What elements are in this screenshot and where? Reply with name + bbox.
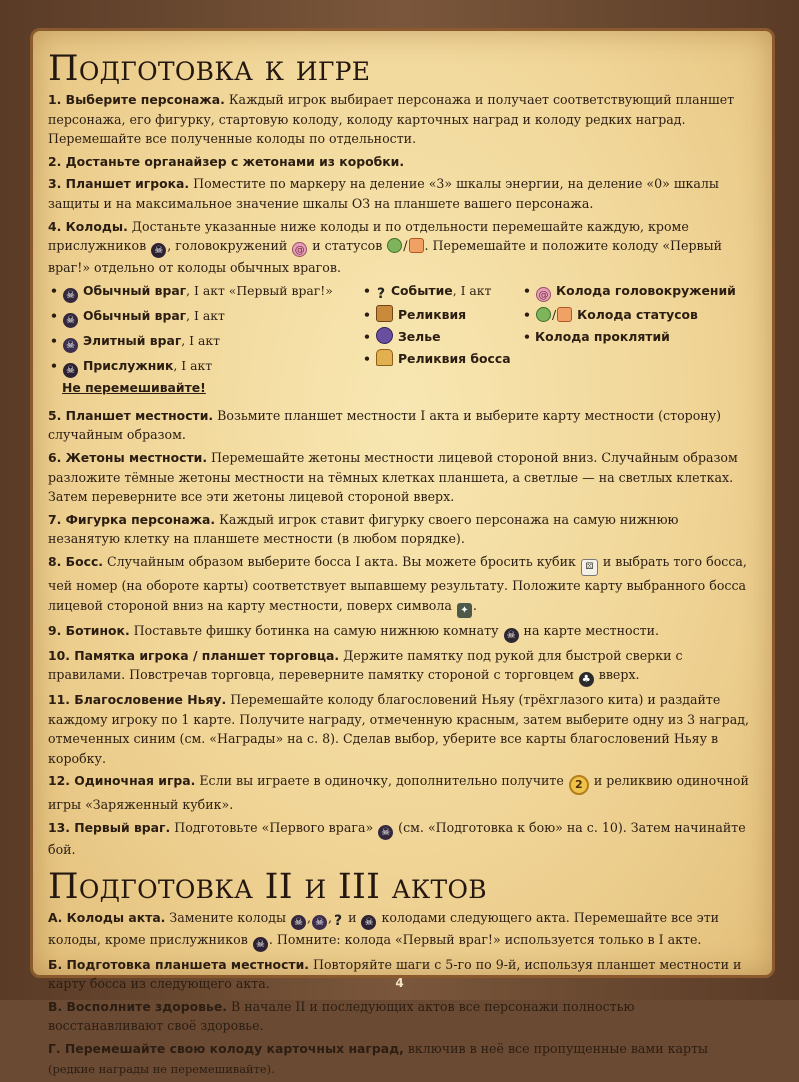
list-item: • / Колода статусов — [521, 305, 753, 324]
deck-list — [48, 281, 753, 400]
step-10: 10. Памятка игрока / планшет торговца. Держите памятку под рукой для быстрой сверки с правилами. Повстречав торговца, переверните памятку стороной с торговцем ♣ вверх. — [48, 647, 683, 686]
potion-icon — [376, 327, 393, 344]
step-7: 7. Фигурка персонажа. Каждый игрок ставит фигурку своего персонажа на самую нижнюю незанятую клетку на планшете местности (в любом порядке). — [48, 511, 679, 547]
relic-icon — [376, 305, 393, 322]
elite-enemy-icon: ☠ — [312, 915, 327, 930]
page-number: 4 — [395, 976, 404, 990]
deck-column-status — [521, 281, 753, 400]
step-3: 3. Планшет игрока. Поместите по маркеру на деление «3» шкалы энергии, на деление «0» шкалы защиты и на максимальное значение шкалы ОЗ на планшете вашего персонажа. — [48, 176, 719, 211]
section-title-acts: Подготовка II и III актов — [48, 866, 487, 907]
list-item: • Зелье — [361, 327, 521, 346]
step-d: Г. Перемешайте свою колоду карточных наград, включив в неё все пропущенные вами карты (редкие награды не перемешивайте). — [48, 1041, 709, 1076]
die-icon: ⚄ — [581, 559, 598, 576]
step-6: 6. Жетоны местности. Перемешайте жетоны местности лицевой стороной вниз. Случайным образом разложите тёмные жетоны местности на тёмных клетках планшета, а светлые — на светлых клетках. Затем переверните все эти жетоны лицевой стороной вверх. — [48, 449, 738, 505]
list-item: • ☠ Элитный враг, I акт — [48, 331, 361, 353]
list-item: • Реликвия — [361, 305, 521, 324]
minion-icon: ☠ — [63, 363, 78, 378]
status-icon — [387, 238, 402, 253]
step-5: 5. Планшет местности. Возьмите планшет местности I акта и выберите карту местности (сторону) случайным образом. — [48, 407, 722, 443]
dizzy-icon: @ — [292, 242, 307, 257]
step-9: 9. Ботинок. Поставьте фишку ботинка на самую нижнюю комнату ☠ на карте местности. — [48, 622, 659, 641]
enemy-icon: ☠ — [378, 825, 393, 840]
status-icon — [536, 307, 551, 322]
minion-icon: ☠ — [151, 243, 166, 258]
list-item: • ☠ Обычный враг, I акт — [48, 306, 361, 328]
step-12: 12. Одиночная игра. Если вы играете в одиночку, дополнительно получите 2 и реликвию одиночной игры «Заряженный кубик». — [48, 773, 749, 813]
enemy-room-icon: ☠ — [504, 628, 519, 643]
question-icon: ? — [376, 285, 386, 302]
rules-content — [48, 48, 753, 1082]
step-c: В. Восполните здоровье. В начале II и последующих актов все персонажи полностью восстанавливают своё здоровье. — [48, 998, 635, 1034]
step-8: 8. Босс. Случайным образом выберите босса I акта. Вы можете бросить кубик ⚄ и выбрать того босса, чей номер (на обороте карты) соответствует выпавшему результату. Положите карту выбранного босса лицевой стороной вниз на карту местности, поверх символа ✦ . — [48, 553, 747, 616]
burn-icon — [409, 238, 424, 253]
list-item: • Реликвия босса — [361, 349, 521, 368]
question-icon: ? — [334, 912, 343, 929]
step-13: 13. Первый враг. Подготовьте «Первого врага» ☠ (см. «Подготовка к бою» на с. 10). Затем начинайте бой. — [48, 820, 746, 858]
enemy-icon: ☠ — [63, 313, 78, 328]
gold-coin-icon: 2 — [569, 775, 589, 795]
enemy-icon: ☠ — [291, 915, 306, 930]
section-title-setup: Подготовка к игре — [48, 49, 371, 89]
list-item: • ? Событие, I акт — [361, 281, 521, 302]
elite-enemy-icon: ☠ — [63, 338, 78, 353]
boss-relic-icon — [376, 349, 393, 366]
deck-column-misc — [361, 281, 521, 400]
boss-symbol-icon: ✦ — [457, 603, 472, 618]
step-4: 4. Колоды. Достаньте указанные ниже колоды и по отдельности перемешайте каждую, кроме прислужников ☠ , головокружений @ и статусов / . Перемешайте и положите колоду «Первый враг!» отдельно от колоды обычных врагов. — [48, 218, 723, 276]
enemy-icon: ☠ — [63, 288, 78, 303]
list-item: • Колода проклятий — [521, 327, 753, 346]
step-1: 1. Выберите персонажа. Каждый игрок выбирает персонажа и получает соответствующий планшет персонажа, его фигурку, стартовую колоду, колоду карточных наград и колоду редких наград. Перемешайте все полученные колоды по отдельности. — [48, 92, 735, 147]
step-a: А. Колоды акта. Замените колоды ☠ , ☠ , ? и ☠ колодами следующего акта. Перемешайте все эти колоды, кроме прислужников ☠ . Помните: колода «Первый враг!» используется только в I акте. — [48, 909, 720, 950]
burn-icon — [557, 307, 572, 322]
dizzy-icon: @ — [536, 287, 551, 302]
list-item: • @ Колода головокружений — [521, 281, 753, 302]
step-2: 2. Достаньте органайзер с жетонами из коробки. — [48, 153, 405, 169]
step-11: 11. Благословение Ньяу. Перемешайте колоду благословений Ньяу (трёхглазого кита) и раздайте каждому игроку по 1 карте. Получите награду, отмеченную красным, затем выберите одну из 3 наград, отмеченных синим (см. «Награды» на с. 8). Сделав выбор, уберите все карты благословений Ньяу в коробку. — [48, 692, 749, 766]
merchant-icon: ♣ — [579, 672, 594, 687]
list-item: • ☠ Прислужник, I акт Не перемешивайте! — [48, 356, 361, 397]
deck-column-enemies — [48, 281, 361, 400]
list-item: • ☠ Обычный враг, I акт «Первый враг!» — [48, 281, 361, 303]
step-b: Б. Подготовка планшета местности. Повторяйте шаги с 5-го по 9-й, используя планшет местности и карту босса из следующего акта. — [48, 956, 742, 992]
minion-icon: ☠ — [253, 937, 268, 952]
minion-icon: ☠ — [361, 915, 376, 930]
